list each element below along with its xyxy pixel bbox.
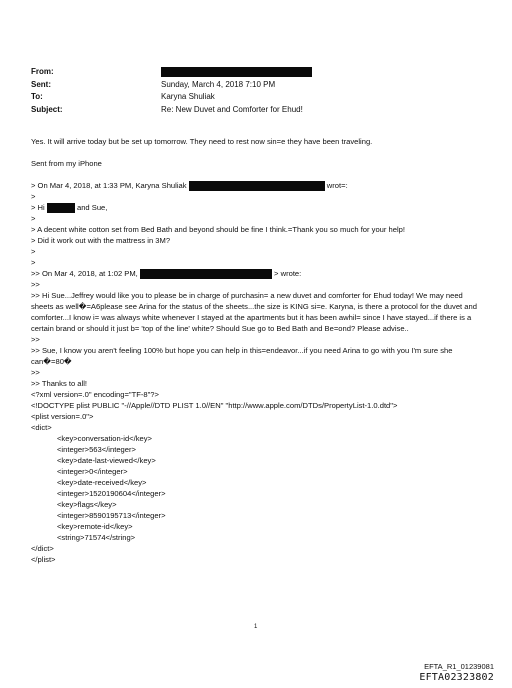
plist-key: <key>date-last-viewed</key>	[57, 456, 156, 465]
quote-greeting-prefix: > Hi	[31, 203, 45, 212]
dict-close: </dict>	[31, 544, 54, 553]
email-body	[31, 136, 486, 565]
quote-greeting-suffix: and Sue,	[76, 203, 108, 212]
plist-value: <integer>8590195713</integer>	[57, 511, 166, 520]
plist-value: <string>71574</string>	[57, 533, 136, 542]
sent-label: Sent:	[31, 79, 51, 89]
email-header	[31, 66, 491, 116]
header-sent-row	[31, 79, 491, 92]
plist-close: </plist>	[31, 555, 56, 564]
header-from-row	[31, 66, 491, 79]
quote-line: >	[31, 247, 36, 256]
plist-value: <integer>0</integer>	[57, 467, 128, 476]
sent-from-line: Sent from my iPhone	[31, 159, 102, 168]
redaction-block	[140, 269, 272, 279]
quote-line: >	[31, 258, 36, 267]
quote-line: >	[31, 192, 36, 201]
redaction-block	[189, 181, 325, 191]
page-number: 1	[254, 624, 258, 630]
quote-line: >>	[31, 368, 40, 377]
sent-value: Sunday, March 4, 2018 7:10 PM	[161, 79, 276, 89]
quote-line: >>	[31, 280, 40, 289]
plist-key: <key>date-received</key>	[57, 478, 147, 487]
quote-line: >	[31, 214, 36, 223]
subject-value: Re: New Duvet and Comforter for Ehud!	[161, 104, 303, 114]
plist-open: <plist version=.0">	[31, 412, 94, 421]
bates-stamp-1: EFTA_R1_01239081	[424, 662, 494, 671]
plist-key: <key>remote-id</key>	[57, 522, 133, 531]
quote-header-1-text: > On Mar 4, 2018, at 1:33 PM, Karyna Shuliak	[31, 181, 187, 190]
quote-thanks: >> Thanks to all!	[31, 379, 88, 388]
xml-declaration: <?xml version=.0" encoding="TF-8"?>	[31, 390, 159, 399]
xml-doctype: <!DOCTYPE plist PUBLIC "-//Apple//DTD PLIST 1.0//EN" "http://www.apple.com/DTDs/PropertyList-1.0.dtd">	[31, 401, 398, 410]
quote-greeting	[31, 202, 486, 213]
quote-line: >>	[31, 335, 40, 344]
plist-key: <key>conversation-id</key>	[57, 434, 152, 443]
quote-header-2-text: >> On Mar 4, 2018, at 1:02 PM,	[31, 269, 138, 278]
header-subject-row	[31, 104, 491, 117]
to-label: To:	[31, 92, 43, 101]
from-label: From:	[31, 67, 54, 76]
quote-header-1	[31, 180, 486, 191]
subject-label: Subject:	[31, 104, 63, 114]
bates-stamp-2: EFTA02323802	[419, 672, 494, 683]
quote-sue-paragraph: >> Sue, I know you aren't feeling 100% but hope you can help in this=endeavor...if you need Arina to go with you I'm sure she can�=80�	[31, 346, 453, 366]
quote-decent-set: > A decent white cotton set from Bed Bath and beyond should be fine I think.=Thank you so much for your help!	[31, 225, 406, 234]
plist-key: <key>flags</key>	[57, 500, 117, 509]
plist-value: <integer>1520190604</integer>	[57, 489, 166, 498]
redaction-block	[47, 203, 75, 213]
quote-header-1-suffix: wrot=:	[326, 181, 348, 190]
quote-header-2-suffix: > wrote:	[274, 269, 302, 278]
quote-mattress: > Did it work out with the mattress in 3M?	[31, 236, 171, 245]
plist-value: <integer>563</integer>	[57, 445, 136, 454]
to-value: Karyna Shuliak	[161, 92, 215, 101]
quote-hi-sue-paragraph: >> Hi Sue...Jeffrey would like you to please be in charge of purchasin= a new duvet and comforter for Ehud today! We may need sheets as well�=A6please see Arina for the status of the sheets...the size is KING si=e. Karyna, is there a protocol for the duvet and comforter...I know i= was always white whenever I stayed at the apartments but it has been awhil= since I have stayed...if there is a certain brand or should it just b= 'top of the line' white? Should Sue go to Bed Bath and Be=ond? Please advise..	[31, 291, 477, 333]
quote-header-2	[31, 268, 486, 279]
dict-open: <dict>	[31, 423, 52, 432]
reply-text: Yes. It will arrive today but be set up tomorrow. They need to rest now sin=e they have been traveling.	[31, 137, 373, 146]
header-to-row	[31, 91, 491, 104]
redaction-block	[161, 67, 312, 77]
